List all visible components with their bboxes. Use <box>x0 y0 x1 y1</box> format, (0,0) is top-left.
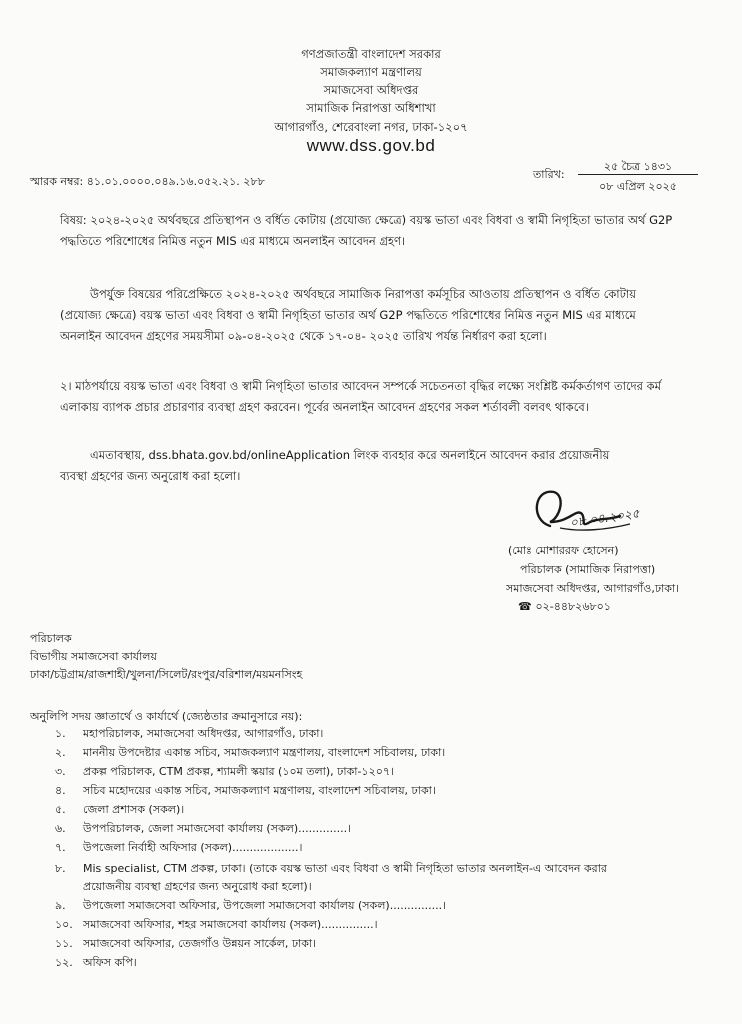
cc-item <box>55 727 323 741</box>
signatory-name: (মোঃ মোশাররফ হোসেন) <box>508 544 619 557</box>
date-bangla: ২৫ চৈত্র ১৪৩১ <box>603 160 673 173</box>
para1-line-1: উপর্যুক্ত বিষয়ের পরিপ্রেক্ষিতে ২০২৪-২০২৫ অর্থবছরে সামাজিক নিরাপত্তা কর্মসূচির আওতায় প্রতিস্থাপন ও বর্ধিত কোটায় <box>90 287 637 301</box>
date-english: ০৮ এপ্রিল ২০২৫ <box>599 180 677 193</box>
date-label: তারিখ: <box>533 168 565 181</box>
cc-item-text: সমাজসেবা অফিসার, শহর সমাজসেবা কার্যালয় (সকল)...............। <box>83 918 378 931</box>
para1-line-2: (প্রযোজ্য ক্ষেত্রে) বয়স্ক ভাতা এবং বিধবা ও স্বামী নিগৃহিতা ভাতার অর্থ G2P পদ্ধতিতে পরিশোধের নিমিত্ত নতুন MIS এর মাধ্যমে <box>60 308 636 322</box>
cc-item <box>55 822 351 836</box>
subject <box>60 210 720 252</box>
cc-item-text: জেলা প্রশাসক (সকল)। <box>83 803 185 816</box>
cc-item <box>55 956 137 970</box>
header-website: www.dss.gov.bd <box>306 136 436 155</box>
para2-line-1: ২। মাঠপর্যায়ে বয়স্ক ভাতা এবং বিধবা ও স্বামী নিগৃহিতা ভাতার আবেদন সম্পর্কে সচেতনতা বৃদ্ধির লক্ষ্যে সংশ্লিষ্ট কর্মকর্তাগণ তাদের কর্ম <box>60 379 662 393</box>
cc-item-number: ১২. <box>55 956 73 969</box>
cc-item-number: ৬. <box>55 822 66 835</box>
cc-item <box>55 765 394 779</box>
date-divider <box>578 174 698 175</box>
cc-item-number: ৭. <box>55 841 66 854</box>
cc-item <box>55 862 607 876</box>
para1-line-3: অনলাইন আবেদন গ্রহণের সময়সীমা ০৯-০৪-২০২৫ থেকে ১৭-০৪- ২০২৫ তারিখ পর্যন্ত নির্ধারণ করা হলো। <box>60 329 547 343</box>
cc-item-text: মাননীয় উপদেষ্টার একান্ত সচিব, সমাজকল্যাণ মন্ত্রণালয়, বাংলাদেশ সচিবালয়, ঢাকা। <box>83 746 446 759</box>
cc-item-text: অফিস কপি। <box>83 956 137 969</box>
cc-item-number: ১০. <box>55 918 73 931</box>
recipient-block <box>30 630 302 684</box>
cc-item-text: মহাপরিচালক, সমাজসেবা অধিদপ্তর, আগারগাঁও, ঢাকা। <box>83 727 324 740</box>
cc-item-text: প্রকল্প পরিচালক, CTM প্রকল্প, শ্যামলী স্কয়ার (১০ম তলা), ঢাকা-১২০৭। <box>83 765 394 778</box>
cc-item <box>55 803 184 817</box>
cc-item-number: ৮. <box>55 862 66 875</box>
cc-item <box>55 918 378 932</box>
cc-item-number: ১. <box>55 727 66 740</box>
cc-item-text: সচিব মহোদয়ের একান্ত সচিব, সমাজকল্যাণ মন্ত্রণালয়, বাংলাদেশ সচিবালয়, ঢাকা। <box>83 784 436 797</box>
cc-item-text: উপজেলা নির্বাহী অফিসার (সকল)...................। <box>83 841 303 854</box>
subject-line-1: বিষয়: ২০২৪-২০২৫ অর্থবছরে প্রতিস্থাপন ও বর্ধিত কোটায় (প্রযোজ্য ক্ষেত্রে) বয়স্ক ভাতা এবং বিধবা ও স্বামী নিগৃহিতা ভাতার অর্থ G2P <box>60 213 673 227</box>
para2-line-2: এলাকায় ব্যাপক প্রচার প্রচারণার ব্যবস্থা গ্রহণ করবেন। পূর্বের অনলাইন আবেদন গ্রহণের সকল শর্তাবলী বলবৎ থাকবে। <box>60 400 589 414</box>
cc-item-text: সমাজসেবা অফিসার, তেজগাঁও উন্নয়ন সার্কেল, ঢাকা। <box>83 937 317 950</box>
cc-item-text: উপপরিচালক, জেলা সমাজসেবা কার্যালয় (সকল)..............। <box>83 822 352 835</box>
cc-item-text: উপজেলা সমাজসেবা অফিসার, উপজেলা সমাজসেবা কার্যালয় (সকল)...............। <box>83 899 447 912</box>
cc-item-number: ৪. <box>55 784 66 797</box>
cc-item <box>55 841 302 855</box>
cc-item <box>55 746 445 760</box>
cc-item-number: ৩. <box>55 765 66 778</box>
cc-item <box>55 784 436 798</box>
header-branch: সামাজিক নিরাপত্তা অধিশাখা <box>306 101 436 115</box>
recipient-office: বিভাগীয় সমাজসেবা কার্যালয় <box>30 650 157 663</box>
cc-item-number: ৫. <box>55 803 66 816</box>
cc-item-text: Mis specialist, CTM প্রকল্প, ঢাকা। (তাকে বয়স্ক ভাতা এবং বিধবা ও স্বামী নিগৃহিতা ভাতার অনলাইন-এ আবেদন করার <box>83 862 607 875</box>
para3-line-2: ব্যবস্থা গ্রহণের জন্য অনুরোধ করা হলো। <box>60 469 241 483</box>
recipient-title: পরিচালক <box>30 632 72 645</box>
signatory-designation: পরিচালক (সামাজিক নিরাপত্তা) <box>520 563 656 576</box>
signatory-phone: ০২-৪৪৮২৬৮০১ <box>535 600 611 613</box>
body-paragraph-1 <box>60 284 720 347</box>
cc-item-continuation: প্রয়োজনীয় ব্যবস্থা গ্রহণের জন্য অনুরোধ করা হলো)। <box>83 880 312 893</box>
para3-line-1: এমতাবস্থায়, dss.bhata.gov.bd/onlineApplication লিংক ব্যবহার করে অনলাইনে আবেদন করার প্রয়োজনীয় <box>90 448 610 462</box>
cc-item-number: ৯. <box>55 899 66 912</box>
memo-reference: স্মারক নম্বর: ৪১.০১.০০০০.০৪৯.১৬.০৫২.২১. ২৮৮ <box>30 175 265 188</box>
cc-item-number: ১১. <box>55 937 73 950</box>
header-government: গণপ্রজাতন্ত্রী বাংলাদেশ সরকার <box>301 47 441 61</box>
body-paragraph-2 <box>60 376 720 418</box>
header-department: সমাজসেবা অধিদপ্তর <box>323 83 419 97</box>
cc-item <box>55 937 316 951</box>
cc-item-number: ২. <box>55 746 66 759</box>
recipient-divisions: ঢাকা/চট্টগ্রাম/রাজশাহী/খুলনা/সিলেট/রংপুর/বরিশাল/ময়মনসিংহ <box>30 668 303 681</box>
signatory-office: সমাজসেবা অধিদপ্তর, আগারগাঁও,ঢাকা। <box>506 582 680 595</box>
cc-heading: অনুলিপি সদয় জ্ঞাতার্থে ও কার্যার্থে (জ্যেষ্ঠতার ক্রমানুসারে নয়): <box>30 710 303 723</box>
signature-date: ০৮.০৪.২০২৫ <box>569 506 641 530</box>
phone-icon: ☎ <box>518 600 532 613</box>
header-ministry: সমাজকল্যাণ মন্ত্রণালয় <box>320 65 422 79</box>
header-address: আগারগাঁও, শেরেবাংলা নগর, ঢাকা-১২০৭ <box>274 120 468 134</box>
cc-item <box>55 899 446 913</box>
signatory-phone-row <box>518 600 611 614</box>
subject-line-2: পদ্ধতিতে পরিশোধের নিমিত্ত নতুন MIS এর মাধ্যমে অনলাইন আবেদন গ্রহণ। <box>60 234 406 248</box>
